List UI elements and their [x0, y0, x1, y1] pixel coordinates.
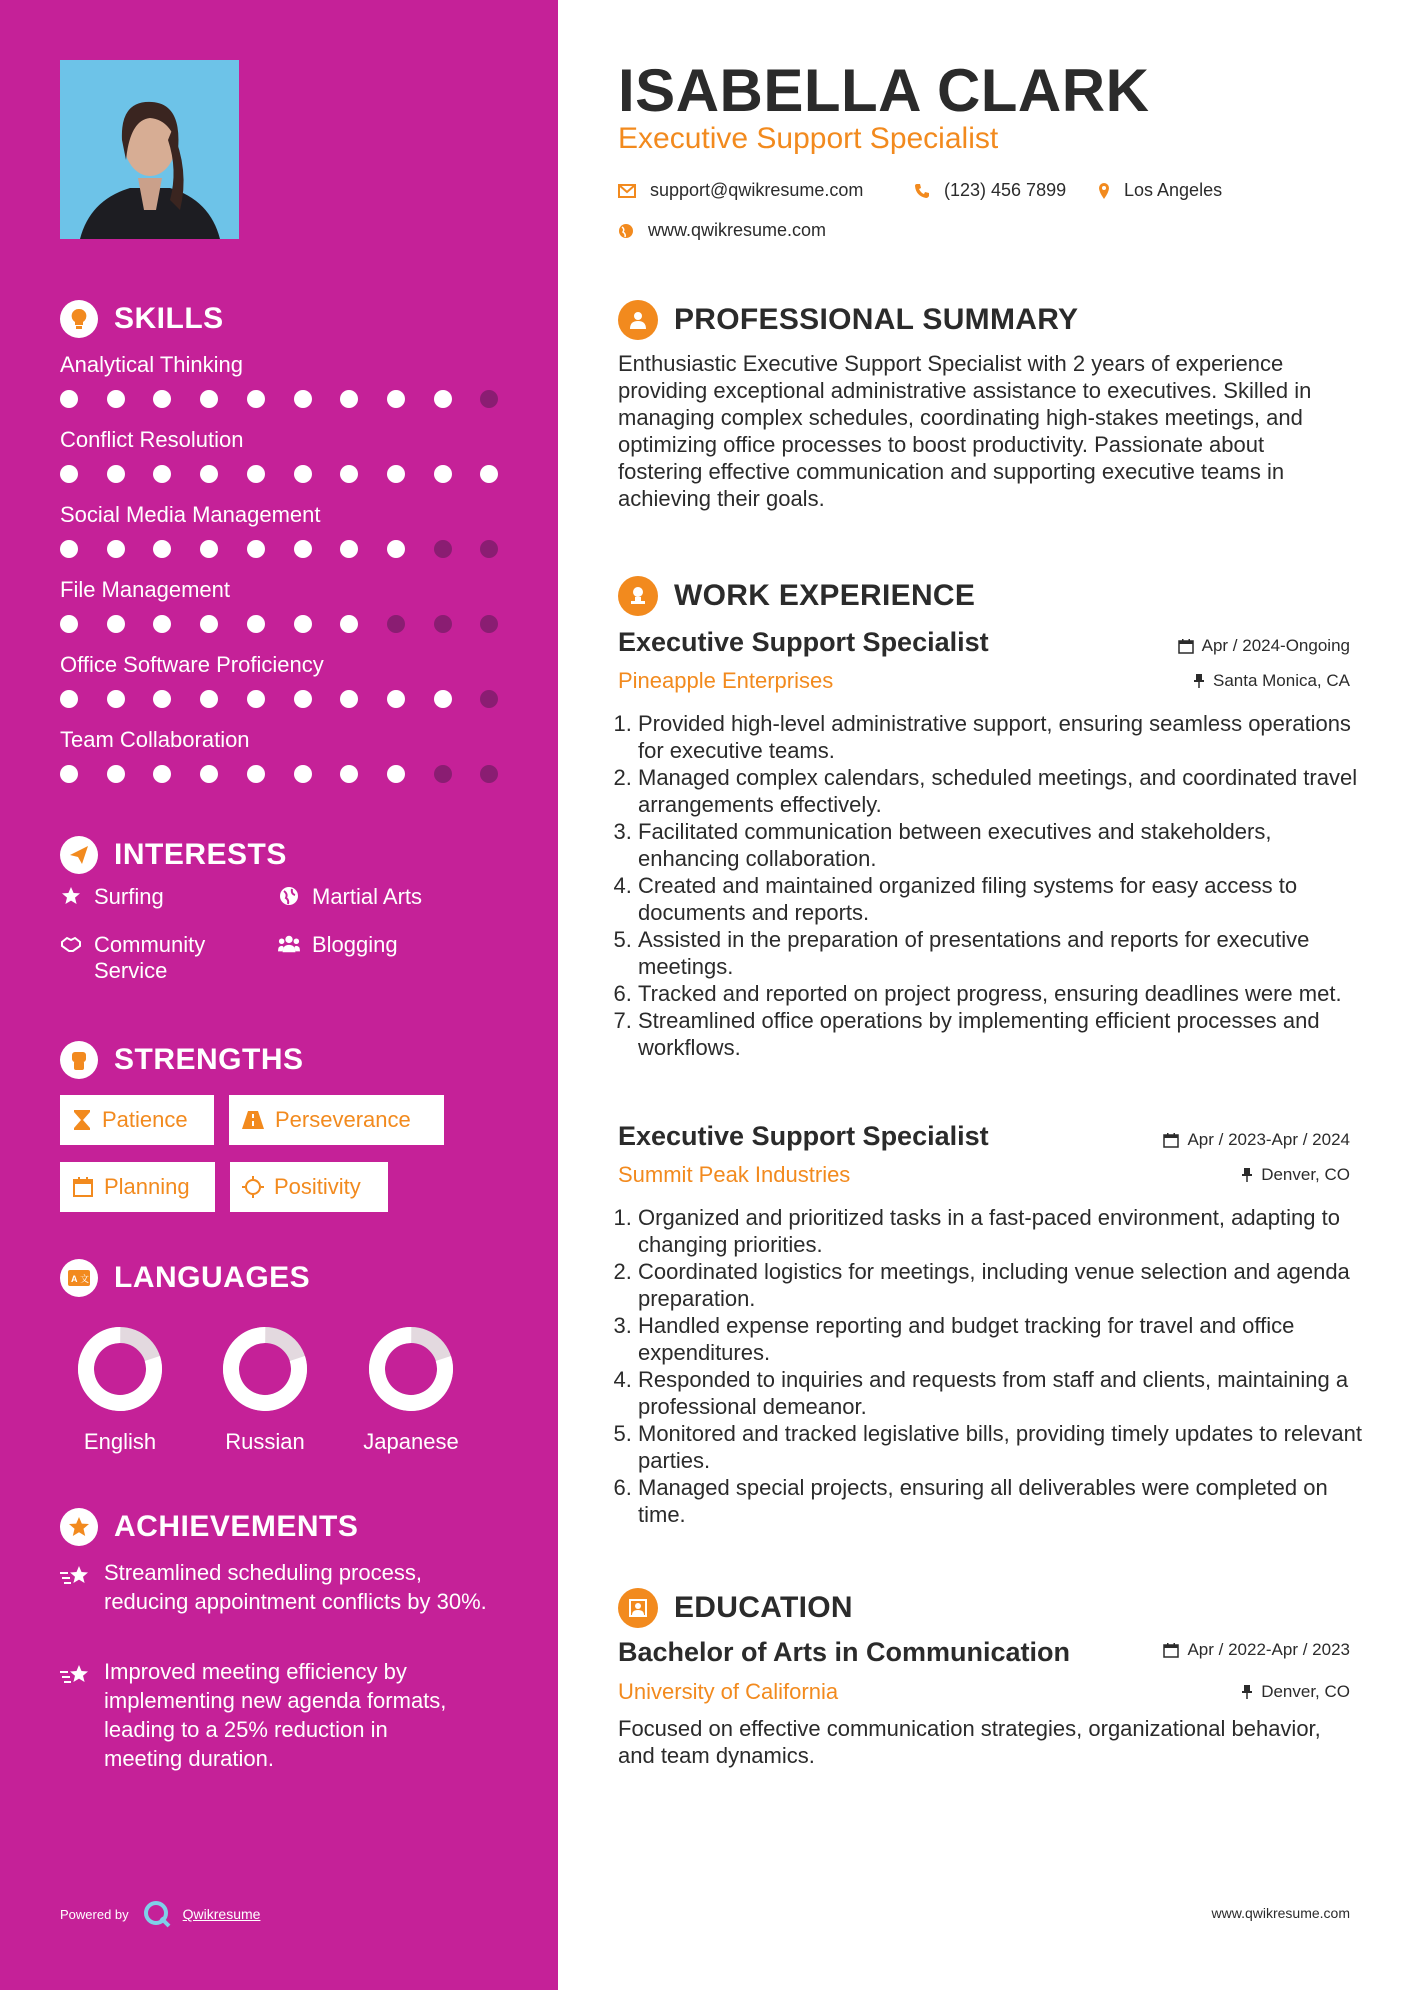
skill-dot-filled: [340, 540, 358, 558]
strengths-heading: [60, 1041, 304, 1079]
sun-icon: [242, 1176, 264, 1198]
skill-dot-filled: [387, 540, 405, 558]
company-name: Summit Peak Industries: [618, 1162, 851, 1187]
job-title: Executive Support Specialist: [618, 627, 989, 657]
job-dates-text: Apr / 2024-Ongoing: [1201, 636, 1350, 655]
powered-prefix: Powered by: [60, 1906, 129, 1922]
achievement-item: [60, 1558, 500, 1616]
pushpin-icon: [1241, 1167, 1253, 1183]
pushpin-icon: [1241, 1684, 1253, 1700]
skill-dot-filled: [294, 615, 312, 633]
interest-community-service: [60, 932, 250, 984]
skill-label: Social Media Management: [60, 502, 321, 527]
job-bullets: [618, 1204, 1378, 1528]
summary-text: Enthusiastic Executive Support Specialist with 2 years of experience providing exceptional administrative assistance to executives. Skilled in managing complex schedules, coordinating high-stakes meetings, and optimizing office processes to boost productivity. Passionate about fostering effective communication and supporting executive teams in achieving their goals.: [618, 351, 1312, 511]
language-ring: [221, 1325, 309, 1418]
skill-dot-filled: [434, 390, 452, 408]
job-bullet: 6. Managed special projects, ensuring all deliverables were completed on time.: [638, 1474, 1378, 1528]
svg-text:A: A: [71, 1274, 78, 1284]
skill-dot-filled: [387, 690, 405, 708]
interest-label: Martial Arts: [312, 884, 423, 909]
svg-text:文: 文: [80, 1274, 90, 1284]
achievements-title: ACHIEVEMENTS: [114, 1510, 359, 1543]
skill-dot-filled: [153, 390, 171, 408]
skill-dot-filled: [294, 540, 312, 558]
job-location-text: Santa Monica, CA: [1212, 671, 1350, 690]
skill-dot-empty: [480, 390, 498, 408]
languages-title: LANGUAGES: [114, 1261, 311, 1294]
job-bullet: 4. Created and maintained organized filing systems for easy access to documents and reports.: [638, 872, 1378, 926]
education-description: Focused on effective communication strategies, organizational behavior, and team dynamics.: [618, 1716, 1321, 1768]
user-icon: [618, 300, 658, 340]
achievement-item: [60, 1657, 460, 1773]
language-ring-fill: [222, 1326, 308, 1412]
skill-dot-filled: [200, 690, 218, 708]
hourglass-icon: [72, 1109, 92, 1131]
languages-heading: [60, 1259, 310, 1297]
skill-dot-filled: [247, 615, 265, 633]
profile-photo: [60, 60, 239, 239]
job-dates: [1163, 1130, 1350, 1150]
calendar-icon: [1163, 1132, 1179, 1148]
language-ring-fill: [77, 1326, 163, 1412]
language-ring: [76, 1325, 164, 1418]
calendar-icon: [72, 1176, 94, 1198]
globe-icon: [278, 884, 300, 906]
interests-heading: [60, 836, 287, 874]
job-bullet: 1. Provided high-level administrative support, ensuring seamless operations for executive teams.: [638, 710, 1378, 764]
skill-dot-empty: [434, 765, 452, 783]
skill-dot-filled: [387, 390, 405, 408]
skill-dot-filled: [107, 615, 125, 633]
experience-heading: [618, 576, 975, 616]
education-heading: [618, 1588, 853, 1628]
candidate-role: Executive Support Specialist: [618, 122, 999, 155]
interest-blogging: [278, 932, 398, 958]
skill-dot-filled: [107, 390, 125, 408]
skill-dot-filled: [107, 465, 125, 483]
skill-dot-filled: [340, 765, 358, 783]
skill-dot-filled: [247, 390, 265, 408]
skill-dot-filled: [153, 765, 171, 783]
skill-dot-filled: [247, 540, 265, 558]
calendar-icon: [1163, 1642, 1179, 1658]
skills-title: SKILLS: [114, 302, 224, 335]
language-icon: [60, 1259, 98, 1297]
main-content: [558, 0, 1407, 1990]
job-bullet: 7. Streamlined office operations by implementing efficient processes and workflows.: [638, 1007, 1378, 1061]
contact-location: [1098, 180, 1222, 201]
contact-phone: [914, 180, 1066, 201]
star-icon: [60, 884, 82, 906]
interest-label: Blogging: [312, 932, 398, 957]
achievement-star-icon: [60, 1508, 98, 1546]
skill-dot-empty: [434, 615, 452, 633]
shooting-star-icon: [60, 1657, 92, 1773]
skill-dot-filled: [247, 690, 265, 708]
shooting-star-icon: [60, 1558, 92, 1616]
achievements-heading: [60, 1508, 358, 1546]
skill-dot-filled: [294, 465, 312, 483]
skill-dot-filled: [200, 540, 218, 558]
globe-icon: [618, 223, 634, 239]
handshake-icon: [60, 932, 82, 954]
strength-positivity: [230, 1162, 388, 1212]
job-bullet: 1. Organized and prioritized tasks in a fast-paced environment, adapting to changing priorities.: [638, 1204, 1378, 1258]
email-link[interactable]: support@qwikresume.com: [650, 180, 864, 200]
job-location: [1241, 1165, 1350, 1185]
skill-dot-filled: [340, 690, 358, 708]
skill-dot-empty: [480, 615, 498, 633]
interest-surfing: [60, 884, 164, 910]
language-label: Japanese: [363, 1429, 459, 1454]
job-dates-text: Apr / 2023-Apr / 2024: [1187, 1130, 1350, 1149]
job-dates: [1178, 636, 1350, 656]
school-name: University of California: [618, 1679, 839, 1704]
skill-dot-empty: [387, 615, 405, 633]
skill-dot-filled: [60, 690, 78, 708]
candidate-name: ISABELLA CLARK: [618, 57, 1150, 124]
skill-dot-filled: [294, 690, 312, 708]
skill-dot-filled: [387, 765, 405, 783]
skill-dot-filled: [340, 390, 358, 408]
lightbulb-icon: [60, 300, 98, 338]
language-label: Russian: [225, 1429, 305, 1454]
interest-label: Surfing: [94, 884, 164, 909]
achievement-text: Streamlined scheduling process, reducing appointment conflicts by 30%.: [104, 1560, 487, 1614]
education-location-text: Denver, CO: [1261, 1682, 1350, 1701]
briefcase-icon: [618, 576, 658, 616]
skill-dot-filled: [60, 465, 78, 483]
map-pin-icon: [1098, 182, 1110, 200]
skill-dot-filled: [200, 465, 218, 483]
skill-dot-filled: [107, 540, 125, 558]
strength-planning: [60, 1162, 215, 1212]
skills-heading: [60, 300, 224, 338]
skill-dot-filled: [200, 615, 218, 633]
summary-heading: [618, 300, 1078, 340]
achievement-text: Improved meeting efficiency by implementing new agenda formats, leading to a 25% reduction in meeting duration.: [104, 1659, 447, 1771]
powered-by: [60, 1900, 260, 1928]
skill-dot-filled: [387, 465, 405, 483]
summary-title: PROFESSIONAL SUMMARY: [674, 303, 1079, 336]
skill-dot-filled: [247, 765, 265, 783]
skill-dot-filled: [340, 465, 358, 483]
skill-dot-filled: [60, 615, 78, 633]
skill-dot-filled: [294, 390, 312, 408]
experience-title: WORK EXPERIENCE: [674, 579, 976, 612]
job-bullet: 2. Managed complex calendars, scheduled meetings, and coordinated travel arrangements effectively.: [638, 764, 1378, 818]
job-location-text: Denver, CO: [1261, 1165, 1350, 1184]
skill-label: Office Software Proficiency: [60, 652, 324, 677]
contact-website: [618, 220, 826, 241]
qwikresume-logo-icon: [143, 1900, 171, 1928]
sidebar: [0, 0, 558, 1990]
job-bullet: 5. Assisted in the preparation of presentations and reports for executive meetings.: [638, 926, 1378, 980]
interests-title: INTERESTS: [114, 838, 287, 871]
skill-dot-filled: [153, 465, 171, 483]
skill-dot-filled: [200, 765, 218, 783]
footer-url[interactable]: www.qwikresume.com: [1211, 1905, 1350, 1921]
strength-label: Positivity: [274, 1174, 361, 1199]
job-location: [1193, 671, 1350, 691]
job-title: Executive Support Specialist: [618, 1121, 989, 1151]
skill-dot-filled: [153, 540, 171, 558]
skill-dot-filled: [434, 690, 452, 708]
skill-dot-filled: [60, 765, 78, 783]
skill-dot-filled: [480, 465, 498, 483]
paper-plane-icon: [60, 836, 98, 874]
envelope-icon: [618, 184, 636, 198]
interest-martial-arts: [278, 884, 422, 910]
powered-brand-link[interactable]: Qwikresume: [182, 1906, 261, 1922]
skill-dot-filled: [107, 690, 125, 708]
job-bullets: [618, 710, 1378, 1061]
skill-dot-filled: [294, 765, 312, 783]
strength-patience: [60, 1095, 214, 1145]
phone-text: (123) 456 7899: [944, 180, 1067, 200]
fist-icon: [60, 1041, 98, 1079]
skill-dot-empty: [480, 690, 498, 708]
job-bullet: 4. Responded to inquiries and requests from staff and clients, maintaining a professional demeanor.: [638, 1366, 1378, 1420]
job-bullet: 3. Facilitated communication between executives and stakeholders, enhancing collaboration.: [638, 818, 1378, 872]
location-text: Los Angeles: [1124, 180, 1223, 200]
strength-perseverance: [229, 1095, 444, 1145]
degree-title: Bachelor of Arts in Communication: [618, 1637, 1071, 1667]
skill-dot-filled: [60, 390, 78, 408]
skill-label: Team Collaboration: [60, 727, 250, 752]
education-location: [1241, 1682, 1350, 1702]
education-dates-text: Apr / 2022-Apr / 2023: [1187, 1640, 1350, 1659]
skill-label: Analytical Thinking: [60, 352, 244, 377]
education-title: EDUCATION: [674, 1591, 853, 1624]
graduate-icon: [618, 1588, 658, 1628]
skill-dot-empty: [480, 765, 498, 783]
skill-dot-filled: [153, 615, 171, 633]
strength-label: Patience: [102, 1107, 188, 1132]
contact-email: [618, 180, 863, 201]
skill-dot-empty: [480, 540, 498, 558]
skill-dot-filled: [247, 465, 265, 483]
job-bullet: 2. Coordinated logistics for meetings, including venue selection and agenda preparation.: [638, 1258, 1378, 1312]
skill-dot-filled: [200, 390, 218, 408]
skill-dot-filled: [340, 615, 358, 633]
skill-dot-filled: [153, 690, 171, 708]
website-link[interactable]: www.qwikresume.com: [648, 220, 827, 240]
users-icon: [278, 932, 300, 954]
pushpin-icon: [1193, 673, 1205, 689]
language-ring: [367, 1325, 455, 1418]
strength-label: Planning: [104, 1174, 190, 1199]
skill-label: Conflict Resolution: [60, 427, 244, 452]
skill-dot-filled: [434, 465, 452, 483]
language-ring-fill: [368, 1326, 454, 1412]
strength-label: Perseverance: [275, 1107, 411, 1132]
job-bullet: 5. Monitored and tracked legislative bills, providing timely updates to relevant parties.: [638, 1420, 1378, 1474]
skill-dot-filled: [60, 540, 78, 558]
education-dates: [1163, 1640, 1350, 1660]
phone-icon: [914, 183, 930, 199]
job-bullet: 3. Handled expense reporting and budget tracking for travel and office expenditures.: [638, 1312, 1378, 1366]
language-label: English: [83, 1429, 157, 1454]
job-bullet: 6. Tracked and reported on project progress, ensuring deadlines were met.: [638, 980, 1378, 1007]
company-name: Pineapple Enterprises: [618, 668, 834, 693]
road-icon: [241, 1110, 265, 1130]
calendar-icon: [1178, 638, 1194, 654]
skill-dot-empty: [434, 540, 452, 558]
skill-dot-filled: [107, 765, 125, 783]
skill-label: File Management: [60, 577, 230, 602]
strengths-title: STRENGTHS: [114, 1043, 304, 1076]
interest-label: Community Service: [94, 932, 206, 983]
